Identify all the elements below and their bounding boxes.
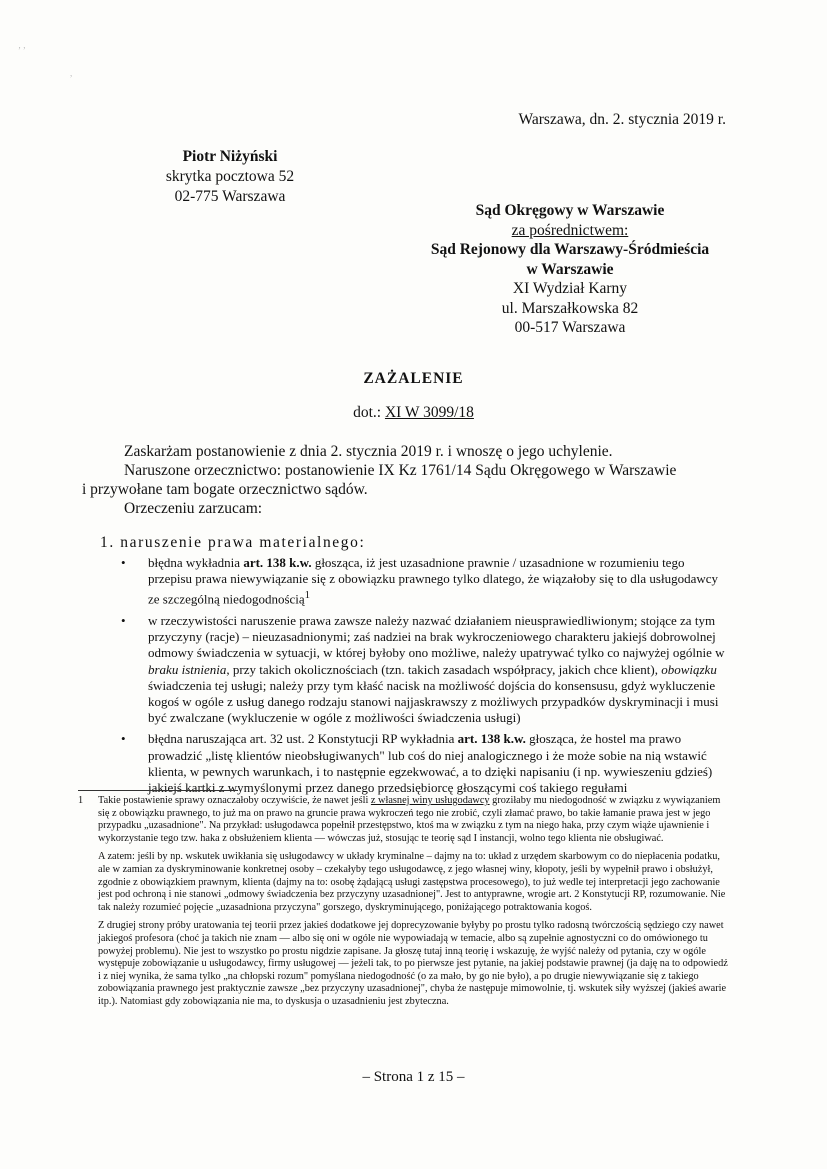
document-title: ZAŻALENIE xyxy=(363,370,464,387)
recipient-street: ul. Marszałkowska 82 xyxy=(501,299,639,317)
recipient-lower-court-line-2: w Warszawie xyxy=(526,260,614,278)
body-paragraph-2-continued: i przywołane tam bogate orzecznictwo sądów. xyxy=(82,481,368,498)
sender-address-line-1: skrytka pocztowa 52 xyxy=(165,168,295,185)
body-paragraph-3: Orzeczeniu zarzucam: xyxy=(124,500,263,517)
footnote-separator xyxy=(78,790,238,791)
footnote-number: 1 xyxy=(78,795,84,806)
list-item: • błędna wykładnia art. 138 k.w. głosząca, iż jest uzasadnione prawnie / uzasadnione w rozumieniu tego przepisu prawa niewywiązanie się z obowiązku prawnego tylko dlatego, że wiązałoby się to dla usługodawcy ze szczególną niedogodnością$^1$ xyxy=(121,555,719,607)
footnote-paragraph-2: A zatem: jeśli by np. wskutek uwikłania się usługodawcy w układy kryminalne – dajmy na to: układ z urzędem skarbowym co do niepłacenia podatku, ale w zamian za dyskryminowanie konkretnej osoby – czekałyby tego usługodawcę, z jego własnej winy, kłopoty, jeśli by wypełnił prawo i obsłużył, zgodnie z obowiązkiem prawnym, klienta (dajmy na to: osobę żądającą usługi zastępstwa procesowego), to już wedle tej interpretacji jego zachowanie jest pod ochroną i nie stanowi „odmowy świadczenia bez przyczyny uzasadnionej". Jest to antyprawne, wrogie art. 2 Konstytucji RP, rozumowanie. Nie tak należy rozumieć pojęcie „uzasadniona przyczyna" gorszego, dyskryminującego, poniżającego potraktowania kogoś. xyxy=(98,851,726,913)
recipient-lower-court-line-1: Sąd Rejonowy dla Warszawy-Śródmieścia xyxy=(430,241,710,258)
body-paragraphs xyxy=(82,442,728,518)
recipient-block xyxy=(400,201,740,338)
footnote-paragraph-1: Takie postawienie sprawy oznaczałoby oczywiście, że nawet jeśli z własnej winy usługodawcy groziłaby mu niedogodność w związku z wywiązaniem się z obowiązku prawnego, to już ma on prawo na gruncie prawa wykroczeń tego nie zrobić, czyli złamać prawo, bo takie łamanie prawa jest w jego przypadku „uzasadnione". Na przykład: usługodawca popełnił przestępstwo, ktoś ma w związku z tym na niego haka, przy czym wiąże ujawnienie i wykorzystanie tego tzw. haka z obsłużeniem klienta — wówczas już, stosując te teorię sąd I instancji, wolno tego klienta nie obsługiwać. xyxy=(98,795,721,844)
footnote-paragraph-3: Z drugiej strony próby uratowania tej teorii przez jakieś dodatkowe jej doprecyzowanie byłyby po prostu tylko radosną twórczością sędziego czy nawet jakiegoś profesora (choć ja takich nie znam — albo się oni w ogóle nie wypowiadają w temacie, albo są zupełnie agnostyczni co do omówionego tu powyżej problemu). Nie jest to wszystko po prostu nigdzie zapisane. Ja głoszę tutaj inną teorię i wskazuję, że wyjść należy od pytania, czy w ogóle występuje zobowiązanie u usługodawcy, firmy usługowej — jeżeli tak, to po pierwsze jest pytanie, na jakiej podstawie prawnej (ja daję na to odpowiedź i z niej wynika, że sama tylko „na chłopski rozum" pomyślana niedogodność (o za mało, by go nie było), a po drugie niewywiązanie się z takiego zobowiązania prawnego jest praktycznie zawsze „bez przyczyny uzasadnionej", chyba że następuje mimowolnie, tj. wskutek siły wyższej (jakieś awarie itp.). Natomiast gdy zobowiązania nie ma, to dyskusja o uzasadnieniu jest zbyteczna. xyxy=(98,920,728,1007)
footnote-ref: 1 xyxy=(304,589,311,602)
recipient-via: za pośrednictwem: xyxy=(511,221,629,239)
sender-name: Piotr Niżyński xyxy=(182,148,278,165)
recipient-city: 00-517 Warszawa xyxy=(514,319,626,336)
case-reference-prefix: dot.: xyxy=(353,404,382,421)
sender-block xyxy=(150,147,310,207)
bullet-icon: • xyxy=(121,555,126,570)
recipient-court: Sąd Okręgowy w Warszawie xyxy=(475,202,665,219)
scan-speck: ‚ , xyxy=(18,40,26,50)
footnote xyxy=(78,795,728,1015)
body-paragraph-1: Zaskarżam postanowienie z dnia 2. stycznia 2019 r. i wnoszę o jego uchylenie. xyxy=(124,443,613,460)
case-reference xyxy=(0,404,827,422)
scan-speck: , xyxy=(70,68,73,78)
recipient-division: XI Wydział Karny xyxy=(512,280,628,297)
section-heading: 1. naruszenie prawa materialnego: xyxy=(100,534,366,551)
case-reference-number: XI W 3099/18 xyxy=(384,404,474,421)
bullet-icon: • xyxy=(121,731,126,747)
body-paragraph-2: Naruszone orzecznictwo: postanowienie IX Kz 1761/14 Sądu Okręgowego w Warszawie xyxy=(124,462,677,479)
section-bullet-list xyxy=(121,555,728,801)
sender-address-line-2: 02-775 Warszawa xyxy=(174,188,286,205)
list-item: • w rzeczywistości naruszenie prawa zawsze należy nazwać działaniem nieusprawiedliwionym; stojące za tym przyczyny (racje) – nieuzasadnionymi; zaś nadziei na brak wykroczeniowego charakteru jakiejś dobrowolnej odmowy świadczenia w sytuacji, w której byłoby ono możliwe, należy upatrywać tylko co najwyżej ogólnie w braku istnienia, przy takich okolicznościach (tzn. takich zasadach współpracy, jakich chce klient), obowiązku świadczenia tej usługi; należy przy tym kłaść nacisk na możliwość dojścia do konsensusu, gdyż wykluczenie kogoś w ogóle z usług danego rodzaju stanowi najjaskrawszy z możliwych przypadków dyskryminacji i musi być zwalczane (wykluczenie w ogóle z możliwości świadczenia usługi) xyxy=(121,612,725,726)
list-item: • błędna naruszająca art. 32 ust. 2 Konstytucji RP wykładnia art. 138 k.w. głosząca, że hostel ma prawo prowadzić „listę klientów nieobsługiwanych" lub coś do niej analogicznego i że może sobie na nią wstawić klienta, w pewnych warunkach, i to następnie egzekwować, a to dzięki napisaniu (i np. wywieszeniu gdzieś) jakiejś kartki z wymyślonymi przez danego przedsiębiorcę głoszącymi coś takiego regułami xyxy=(121,731,713,795)
page-number: – Strona 1 z 15 – xyxy=(362,1069,465,1085)
document-date: Warszawa, dn. 2. stycznia 2019 r. xyxy=(518,111,726,128)
bullet-icon: • xyxy=(121,612,126,628)
